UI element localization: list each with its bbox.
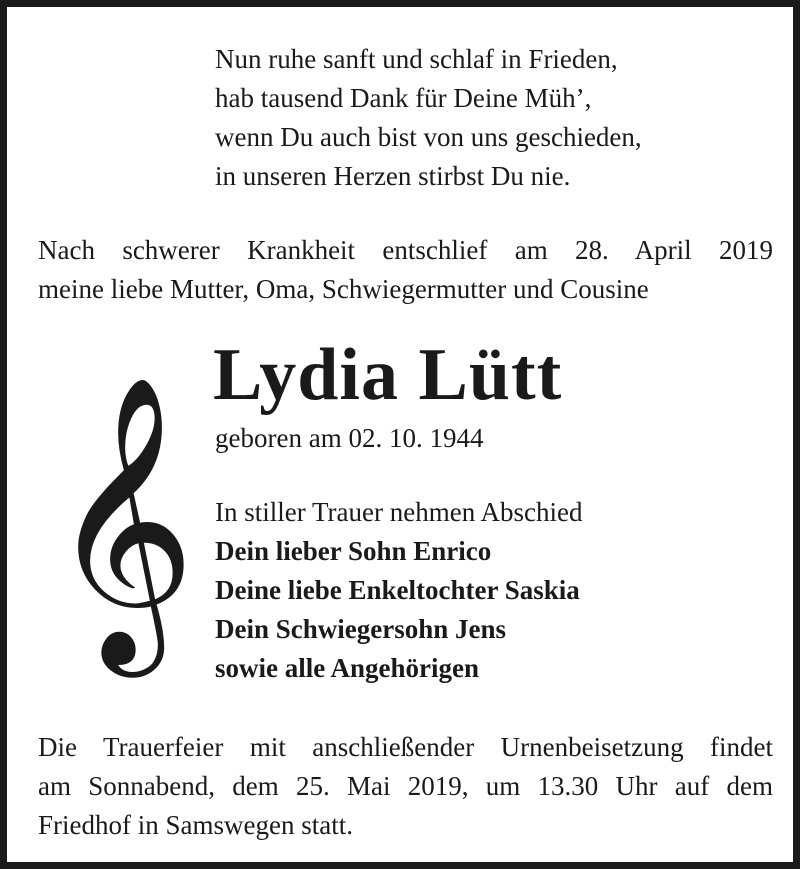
poem-line: wenn Du auch bist von uns geschieden,: [215, 122, 642, 152]
mourner-name: Deine liebe Enkeltochter Saskia: [215, 575, 580, 605]
funeral-line: Die Trauerfeier mit anschließender Urnenbeisetzung findet: [38, 732, 773, 762]
mourners-heading: In stiller Trauer nehmen Abschied: [215, 497, 583, 527]
poem-line: Nun ruhe sanft und schlaf in Frieden,: [215, 44, 618, 74]
mourners-block: [215, 493, 582, 688]
funeral-details: [38, 728, 773, 845]
funeral-line: Friedhof in Samswegen statt.: [38, 810, 353, 840]
mourner-name: Dein Schwiegersohn Jens: [215, 614, 507, 644]
announcement-line: meine liebe Mutter, Oma, Schwiegermutter und Cousine: [38, 274, 649, 304]
svg-text:𝄞: 𝄞: [48, 373, 196, 664]
birth-date: geboren am 02. 10. 1944: [215, 423, 484, 453]
memorial-poem: [215, 40, 642, 196]
treble-clef-icon: [48, 373, 196, 664]
funeral-line: am Sonnabend, dem 25. Mai 2019, um 13.30 Uhr auf dem: [38, 771, 773, 801]
deceased-name: Lydia Lütt: [213, 334, 563, 416]
poem-line: hab tausend Dank für Deine Müh’,: [215, 83, 592, 113]
poem-line: in unseren Herzen stirbst Du nie.: [215, 161, 571, 191]
announcement-line: Nach schwerer Krankheit entschlief am 28. April 2019: [38, 235, 773, 265]
mourner-name: Dein lieber Sohn Enrico: [215, 536, 492, 566]
mourner-name: sowie alle Angehörigen: [215, 653, 479, 683]
death-announcement: [38, 231, 773, 309]
